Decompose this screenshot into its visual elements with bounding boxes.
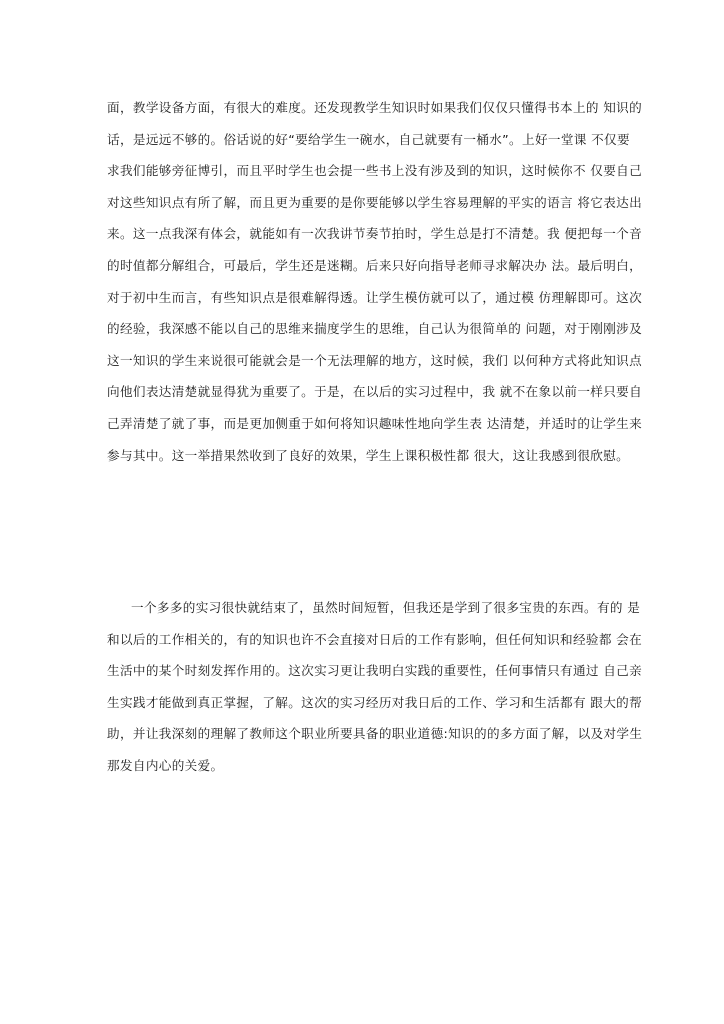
text-line: 参与其中。这一举措果然收到了良好的效果，学生上课积极性都 很大，这让我感到很欣慰。	[107, 447, 630, 463]
paragraph-teaching-experience	[107, 97, 643, 476]
text-line: 的经验，我深感不能以自己的思维来揣度学生的思维，自己认为很简单的 问题，对于刚刚涉及	[107, 321, 643, 337]
text-line: 来。这一点我深有体会，就能如有一次我讲节奏节拍时，学生总是打不清楚。我 便把每一个音	[107, 226, 643, 242]
text-line: 的时值都分解组合，可最后，学生还是迷糊。后来只好向指导老师寻求解决办 法。最后明白，	[107, 257, 643, 273]
text-line: 向他们表达清楚就显得犹为重要了。于是，在以后的实习过程中，我 就不在象以前一样只要自	[107, 384, 643, 400]
text-line: 和以后的工作相关的，有的知识也许不会直接对日后的工作有影响，但任何知识和经验都 会在	[107, 631, 643, 647]
text-line: 助，并让我深刻的理解了教师这个职业所要具备的职业道德:知识的的多方面了解，以及对学生	[107, 726, 643, 742]
text-line: 面，教学设备方面，有很大的难度。还发现教学生知识时如果我们仅仅只懂得书本上的 知识的	[107, 100, 643, 115]
text-line: 生活中的某个时刻发挥作用的。这次实习更让我明白实践的重要性，任何事情只有通过 自己亲	[107, 663, 643, 679]
text-line: 求我们能够旁征博引，而且平时学生也会提一些书上没有涉及到的知识，这时候你不 仅要自己	[107, 163, 643, 179]
text-line: 生实践才能做到真正掌握，了解。这次的实习经历对我日后的工作、学习和生活都有 跟大的帮	[107, 694, 643, 710]
text-line: 对这些知识点有所了解，而且更为重要的是你要能够以学生容易理解的平实的语言 将它表达出	[107, 194, 643, 210]
text-line: 话，是远远不够的。俗话说的好“要给学生一碗水，自己就要有一桶水”。上好一堂课 不仅要	[107, 131, 630, 147]
text-line: 己弄清楚了就了事，而是更加侧重于如何将知识趣味性地向学生表 达清楚，并适时的让学生来	[107, 415, 643, 431]
text-line: 对于初中生而言，有些知识点是很难解得透。让学生模仿就可以了，通过模 仿理解即可。这次	[107, 289, 643, 305]
text-line: 这一知识的学生来说很可能就会是一个无法理解的地方，这时候，我们 以何种方式将此知识点	[107, 352, 643, 368]
text-line: 那发自内心的关爱。	[107, 757, 224, 773]
text-line: 一个多多的实习很快就结束了，虽然时间短暂，但我还是学到了很多宝贵的东西。有的 是	[131, 600, 641, 615]
paragraph-internship-summary	[107, 597, 643, 787]
